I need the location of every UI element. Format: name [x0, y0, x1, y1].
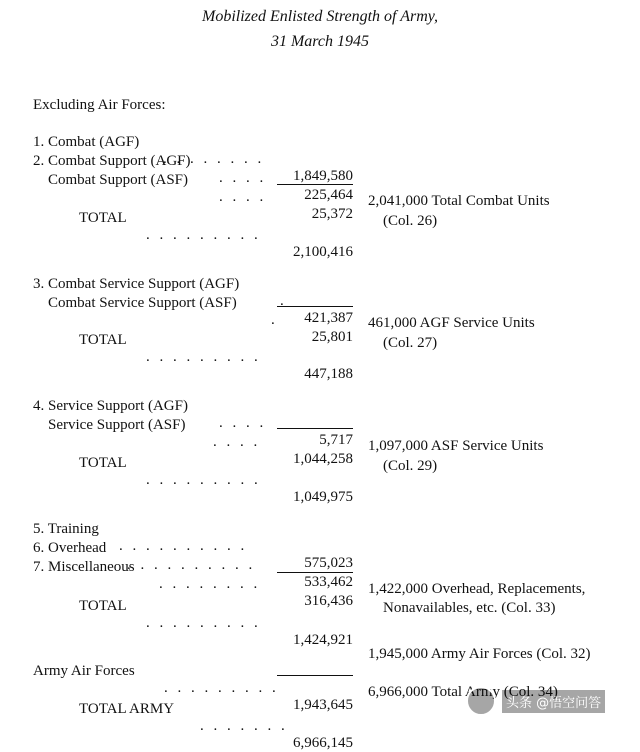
row-note: (Col. 29)	[383, 458, 438, 474]
page-title-line-1: Mobilized Enlisted Strength of Army,	[202, 8, 438, 25]
row-value: 25,801	[311, 329, 353, 345]
row-value: 2,100,416	[293, 244, 353, 260]
row-value: 1,044,258	[293, 451, 353, 467]
leader-dots: . . . . . . . . .	[146, 615, 261, 631]
row-value: 1,424,921	[293, 632, 353, 648]
watermark	[466, 682, 636, 720]
row-value: 447,188	[304, 366, 353, 382]
section-heading: Excluding Air Forces:	[33, 97, 166, 113]
row-label: 2. Combat Support (AGF)	[33, 153, 191, 169]
row-label: 5. Training	[33, 521, 99, 537]
row-label: Service Support (ASF)	[33, 417, 186, 433]
row-label: TOTAL	[79, 332, 127, 348]
leader-dots: . . . . . . . .	[163, 151, 265, 167]
leader-dots: .	[280, 293, 287, 309]
leader-dots: . . . . . . . . .	[164, 680, 279, 696]
leader-dots: . . . . . . . . .	[146, 472, 261, 488]
leader-dots: . . . . . . . . . .	[119, 538, 248, 554]
leader-dots: . . . .	[219, 415, 267, 431]
row-value: 533,462	[304, 574, 353, 590]
row-value: 575,023	[304, 555, 353, 571]
row-value: 6,966,145	[293, 735, 353, 751]
total-rule	[277, 428, 353, 429]
watermark-logo-icon	[466, 686, 496, 716]
row-note: Nonavailables, etc. (Col. 33)	[383, 600, 556, 616]
leader-dots: . . . . . . .	[200, 718, 288, 734]
row-note: 1,422,000 Overhead, Replacements,	[368, 581, 586, 597]
row-value: 1,049,975	[293, 489, 353, 505]
watermark-text: 头条 @悟空问答	[502, 690, 605, 713]
row-label: TOTAL	[79, 210, 127, 226]
leader-dots: . . . .	[219, 170, 267, 186]
row-note: (Col. 26)	[383, 213, 438, 229]
row-label: TOTAL ARMY	[79, 701, 175, 717]
row-note: 2,041,000 Total Combat Units	[368, 193, 550, 209]
row-note: 6,966,000 Total Army (Col. 34)	[368, 684, 558, 700]
row-value: 25,372	[311, 206, 353, 222]
row-label: Army Air Forces	[33, 663, 135, 679]
row-value: 316,436	[304, 593, 353, 609]
total-rule	[277, 572, 353, 573]
row-note: 461,000 AGF Service Units	[368, 315, 535, 331]
row-value: 5,717	[319, 432, 353, 448]
row-label: 7. Miscellaneous	[33, 559, 135, 575]
leader-dots: . . . . . . . . . .	[127, 557, 256, 573]
page-title-line-2: 31 March 1945	[270, 33, 370, 50]
row-note: (Col. 27)	[383, 335, 438, 351]
leader-dots: . . . .	[213, 434, 261, 450]
leader-dots: . . . .	[219, 189, 267, 205]
row-note: 1,097,000 ASF Service Units	[368, 438, 544, 454]
row-label: Combat Support (ASF)	[33, 172, 189, 188]
row-label: 6. Overhead	[33, 540, 107, 556]
total-rule	[277, 675, 353, 676]
row-label: TOTAL	[79, 455, 127, 471]
row-label: TOTAL	[79, 598, 127, 614]
leader-dots: . . . . . . . .	[159, 576, 261, 592]
total-rule	[277, 184, 353, 185]
row-value: 1,943,645	[293, 697, 353, 713]
row-label: 1. Combat (AGF)	[33, 134, 140, 150]
row-label: Combat Service Support (ASF)	[33, 295, 237, 311]
row-value: 1,849,580	[293, 168, 353, 184]
row-note: 1,945,000 Army Air Forces (Col. 32)	[368, 646, 591, 662]
leader-dots: . . . . . . . . .	[146, 349, 261, 365]
row-value: 225,464	[304, 187, 353, 203]
leader-dots: . . . . . . . . .	[146, 227, 261, 243]
row-value: 421,387	[304, 310, 353, 326]
leader-dots: .	[271, 312, 278, 328]
row-label: 3. Combat Service Support (AGF)	[33, 276, 240, 292]
total-rule	[277, 306, 353, 307]
row-label: 4. Service Support (AGF)	[33, 398, 188, 414]
